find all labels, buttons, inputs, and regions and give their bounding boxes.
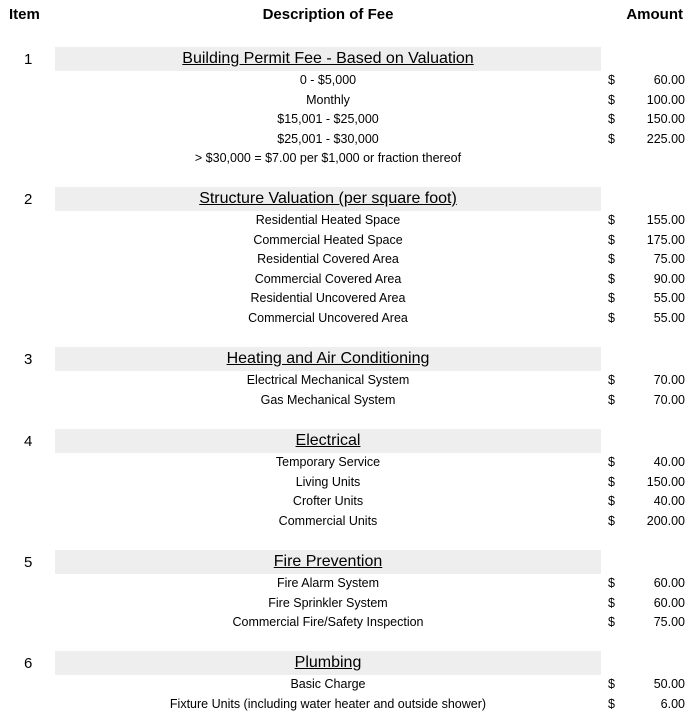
section-title: Heating and Air Conditioning (226, 350, 430, 367)
fee-amount: 55.00 (653, 310, 685, 325)
fee-amount: 40.00 (653, 494, 685, 508)
fee-amount: 75.00 (653, 615, 685, 629)
currency-symbol: $ (608, 677, 615, 691)
currency-symbol: $ (608, 112, 615, 126)
section-number: 5 (24, 554, 33, 571)
currency-symbol: $ (608, 73, 615, 87)
fee-amount: 90.00 (653, 271, 685, 286)
section-header-band (55, 187, 601, 211)
fee-row (0, 453, 697, 472)
section-header-band (55, 429, 601, 453)
section-title: Structure Valuation (per square foot) (199, 190, 457, 207)
fee-description: Gas Mechanical System (260, 392, 396, 407)
fee-description: Electrical Mechanical System (246, 373, 410, 387)
currency-symbol: $ (608, 576, 615, 590)
currency-symbol: $ (608, 92, 615, 107)
section-number: 1 (24, 51, 33, 68)
section-number: 4 (24, 433, 33, 450)
fee-row (0, 613, 697, 632)
fee-amount: 70.00 (653, 392, 685, 407)
fee-amount: 175.00 (646, 232, 685, 247)
fee-row (0, 675, 697, 694)
fee-description: Commercial Uncovered Area (248, 310, 408, 325)
section-number: 6 (24, 655, 33, 672)
section-title: Building Permit Fee - Based on Valuation (182, 50, 474, 67)
fee-description: Fixture Units (including water heater and outside shower) (169, 696, 487, 711)
fee-amount: 155.00 (646, 213, 685, 227)
fee-amount: 60.00 (653, 73, 685, 87)
currency-symbol: $ (608, 232, 615, 247)
fee-row (0, 91, 697, 110)
fee-description: Commercial Covered Area (254, 271, 402, 286)
fee-row (0, 695, 697, 714)
fee-description: $15,001 - $25,000 (277, 112, 379, 126)
currency-symbol: $ (608, 455, 615, 469)
fee-amount: 60.00 (653, 576, 685, 590)
fee-description: Residential Covered Area (257, 252, 399, 266)
section-header-band (55, 47, 601, 71)
currency-symbol: $ (608, 252, 615, 266)
fee-row (0, 231, 697, 250)
currency-symbol: $ (608, 474, 615, 489)
fee-amount: 200.00 (646, 513, 685, 528)
fee-amount: 150.00 (646, 474, 685, 489)
currency-symbol: $ (608, 310, 615, 325)
section-header-band (55, 550, 601, 574)
fee-amount: 100.00 (646, 92, 685, 107)
currency-symbol: $ (608, 131, 615, 146)
currency-symbol: $ (608, 392, 615, 407)
fee-amount: 70.00 (653, 373, 685, 387)
section-title: Fire Prevention (273, 553, 383, 570)
fee-row (0, 270, 697, 289)
currency-symbol: $ (608, 513, 615, 528)
currency-symbol: $ (608, 595, 615, 610)
fee-amount: 60.00 (653, 595, 685, 610)
fee-description: Residential Heated Space (255, 213, 401, 227)
fee-amount: 40.00 (653, 455, 685, 469)
fee-row (0, 250, 697, 269)
currency-symbol: $ (608, 696, 615, 711)
fee-amount: 75.00 (653, 252, 685, 266)
fee-amount: 55.00 (653, 291, 685, 305)
fee-amount: 50.00 (653, 677, 685, 691)
fee-description: Living Units (295, 474, 361, 489)
section-header-band (55, 347, 601, 371)
fee-description: > $30,000 = $7.00 per $1,000 or fraction thereof (194, 151, 462, 165)
fee-row (0, 71, 697, 90)
fee-description: Temporary Service (275, 455, 381, 469)
header-item: Item (9, 6, 40, 23)
section-title: Electrical (295, 432, 361, 449)
fee-description: 0 - $5,000 (299, 73, 357, 87)
fee-description: Commercial Units (278, 513, 378, 528)
fee-description: $25,001 - $30,000 (277, 131, 379, 146)
fee-description: Fire Sprinkler System (268, 595, 388, 610)
fee-row (0, 371, 697, 390)
fee-row (0, 110, 697, 129)
fee-row (0, 574, 697, 593)
fee-description: Residential Uncovered Area (250, 291, 406, 305)
fee-description: Basic Charge (290, 677, 366, 691)
fee-description: Commercial Heated Space (253, 232, 403, 247)
fee-row (0, 594, 697, 613)
fee-description: Fire Alarm System (276, 576, 380, 590)
fee-row (0, 473, 697, 492)
fee-row (0, 391, 697, 410)
currency-symbol: $ (608, 373, 615, 387)
fee-row (0, 289, 697, 308)
fee-amount: 225.00 (646, 131, 685, 146)
fee-amount: 150.00 (646, 112, 685, 126)
currency-symbol: $ (608, 213, 615, 227)
fee-row (0, 492, 697, 511)
fee-row (0, 309, 697, 328)
currency-symbol: $ (608, 494, 615, 508)
fee-row (0, 211, 697, 230)
fee-description: Crofter Units (292, 494, 364, 508)
section-number: 2 (24, 191, 33, 208)
fee-row (0, 149, 697, 168)
fee-description: Monthly (306, 92, 350, 107)
fee-amount: 6.00 (660, 696, 685, 711)
currency-symbol: $ (608, 271, 615, 286)
header-amount: Amount (626, 6, 683, 23)
section-header-band (55, 651, 601, 675)
fee-row (0, 512, 697, 531)
header-description: Description of Fee (262, 6, 394, 23)
currency-symbol: $ (608, 291, 615, 305)
fee-description: Commercial Fire/Safety Inspection (232, 615, 424, 629)
fee-row (0, 130, 697, 149)
section-title: Plumbing (294, 654, 362, 671)
currency-symbol: $ (608, 615, 615, 629)
section-number: 3 (24, 351, 33, 368)
